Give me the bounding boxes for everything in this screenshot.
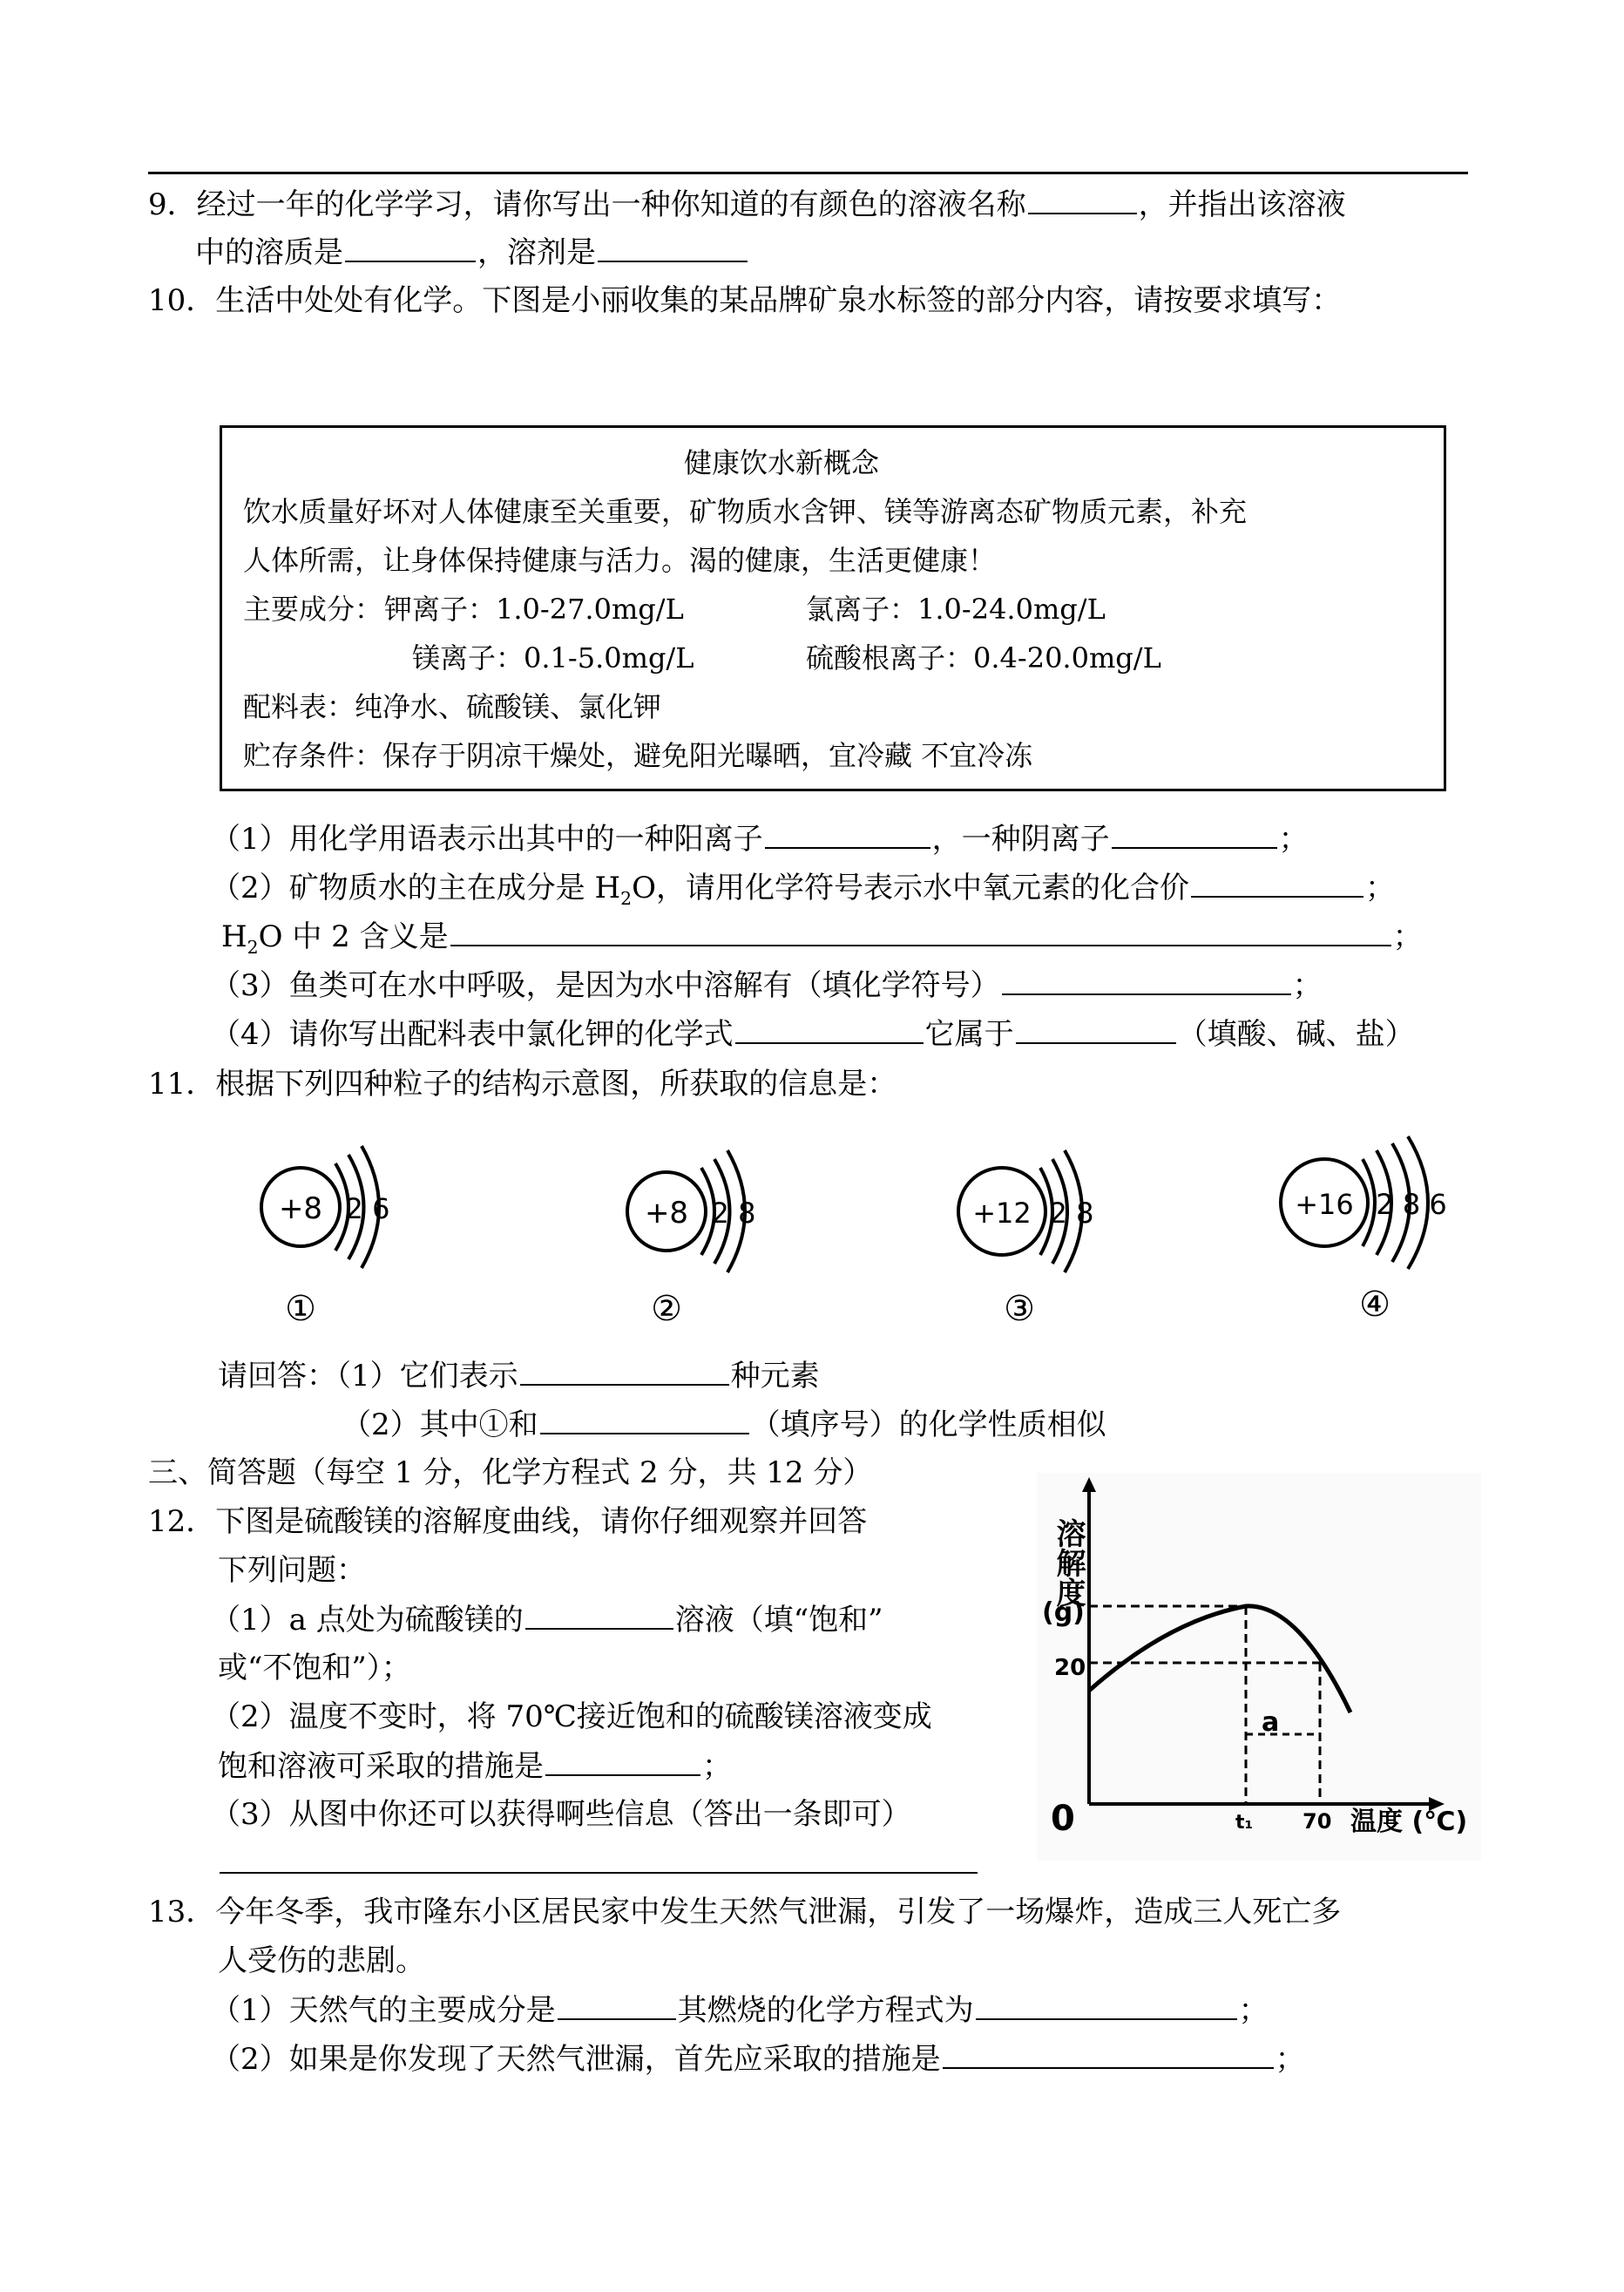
label-title: 健康饮水新概念	[684, 446, 880, 479]
atom-diagram-3	[950, 1133, 1124, 1333]
q10-intro: 10．生活中处处有化学。下图是小丽收集的某品牌矿泉水标签的部分内容，请按要求填写：	[148, 283, 1342, 318]
q11-intro: 11．根据下列四种粒子的结构示意图，所获取的信息是：	[148, 1067, 897, 1102]
x-tick-70: 70	[1303, 1809, 1332, 1834]
q10-blank-anion[interactable]	[1112, 819, 1277, 849]
q12-line1: 12．下图是硫酸镁的溶解度曲线，请你仔细观察并回答	[148, 1504, 868, 1539]
q10-blank-category[interactable]	[1016, 1014, 1176, 1044]
q13-line1: 13．今年冬季，我市隆东小区居民家中发生天然气泄漏，引发了一场爆炸，造成三人死亡多	[148, 1895, 1342, 1929]
q10-blank-meaning[interactable]	[450, 917, 1391, 946]
q13-blank-equation[interactable]	[976, 1990, 1237, 2020]
q13-blank-component[interactable]	[558, 1990, 676, 2020]
atom-label: ④	[1359, 1285, 1391, 1325]
q13-blank-action[interactable]	[943, 2039, 1274, 2069]
atom-diagram-2	[619, 1133, 793, 1333]
solubility-curve	[1089, 1606, 1350, 1712]
atom-label: ③	[1004, 1289, 1035, 1329]
q9-blank-solute[interactable]	[345, 233, 476, 262]
label-p1: 饮水质量好坏对人体健康至关重要，矿物质水含钾、镁等游离态矿物质元素，补充	[243, 495, 1248, 528]
x-axis-label: 温度 (℃)	[1350, 1807, 1468, 1837]
y-axis-unit: (g)	[1042, 1597, 1085, 1628]
q12-line3: （1）a 点处为硫酸镁的 溶液（填“饱和”	[211, 1600, 883, 1639]
label-potassium: 钾离子：1.0-27.0mg/L	[384, 593, 684, 626]
shell-electrons: 2 6	[345, 1192, 390, 1225]
nucleus-charge: +8	[278, 1191, 323, 1226]
label-chloride: 氯离子：1.0-24.0mg/L	[806, 593, 1106, 626]
nucleus-charge: +8	[644, 1196, 689, 1231]
atom-label: ①	[285, 1289, 316, 1329]
label-comp-label: 主要成分：	[243, 593, 383, 626]
q10-blank-kcl[interactable]	[735, 1014, 924, 1044]
q10-sub1: （1）用化学用语表示出其中的一种阳离子 ，一种阴离子 ；	[211, 819, 1309, 858]
nucleus-charge: +16	[1295, 1188, 1354, 1221]
q11-blank-similar[interactable]	[540, 1405, 749, 1434]
shell-electrons: 2 8 6	[1376, 1188, 1447, 1221]
section3-heading: 三、简答题（每空 1 分，化学方程式 2 分，共 12 分）	[148, 1455, 873, 1490]
nucleus-charge: +12	[972, 1197, 1032, 1230]
q12-blank-saturation[interactable]	[525, 1600, 673, 1630]
q9-blank-solution[interactable]	[1028, 185, 1137, 214]
q10-sub2: （2）矿物质水的主在成分是 $H_2O$，请用化学符号表示水中氧元素的化合价 ；	[211, 868, 1395, 918]
point-a-label: a	[1262, 1707, 1280, 1738]
y-axis-label: 溶解度	[1051, 1518, 1086, 1607]
shell-electrons: 2 8	[1049, 1197, 1094, 1230]
q12-line4: 或“不饱和”）；	[218, 1651, 411, 1685]
q12-blank-info[interactable]	[220, 1844, 978, 1874]
q10-sub3: （3）鱼类可在水中呼吸，是因为水中溶解有（填化学符号） ；	[211, 966, 1323, 1005]
q12-line5: （2）温度不变时，将 70℃接近饱和的硫酸镁溶液变成	[211, 1699, 932, 1734]
q9-blank-solvent[interactable]	[598, 233, 748, 262]
q10-sub4: （4）请你写出配料表中氯化钾的化学式 它属于 （填酸、碱、盐）	[211, 1014, 1415, 1054]
q12-line6: 饱和溶液可采取的措施是 ；	[218, 1746, 732, 1786]
atom-label: ②	[651, 1289, 682, 1329]
label-sulfate: 硫酸根离子：0.4-20.0mg/L	[806, 641, 1161, 675]
q11-answer2: （2）其中①和 （填序号）的化学性质相似	[342, 1405, 1106, 1444]
q13-line2: 人受伤的悲剧。	[218, 1943, 425, 1978]
atom-diagram-4	[1272, 1133, 1481, 1333]
solubility-curve-chart	[1037, 1473, 1481, 1861]
shell-electrons: 2 8	[711, 1197, 756, 1230]
q10-blank-valence[interactable]	[1191, 868, 1363, 898]
top-rule	[148, 172, 1468, 174]
atom-diagram-1	[253, 1133, 427, 1333]
mineral-water-label	[220, 425, 1446, 791]
q13-line3: （1）天然气的主要成分是 其燃烧的化学方程式为 ；	[211, 1990, 1269, 2030]
q11-answer1: 请回答：（1）它们表示 种元素	[218, 1356, 820, 1395]
label-p2: 人体所需，让身体保持健康与活力。渴的健康，生活更健康！	[243, 544, 997, 577]
label-magnesium: 镁离子：0.1-5.0mg/L	[412, 641, 694, 675]
q12-line7: （3）从图中你还可以获得啊些信息（答出一条即可）	[211, 1797, 911, 1832]
y-axis-arrow	[1082, 1477, 1096, 1492]
q12-line2: 下列问题：	[218, 1553, 366, 1588]
q10-blank-oxygen[interactable]	[1002, 966, 1291, 995]
q12-line8	[218, 1844, 979, 1883]
q10-sub2b: $H_2O$ 中 2 含义是 ；	[221, 917, 1423, 966]
x-tick-t1: t₁	[1235, 1812, 1254, 1834]
q11-blank-element-count[interactable]	[520, 1356, 729, 1386]
q9-line2: 中的溶质是 ，溶剂是	[195, 233, 749, 272]
label-storage: 贮存条件：保存于阴凉干燥处，避免阳光曝晒，宜冷藏 不宜冷冻	[243, 739, 1033, 772]
q10-blank-cation[interactable]	[765, 819, 930, 849]
q13-line4: （2）如果是你发现了天然气泄漏，首先应采取的措施是 ；	[211, 2039, 1305, 2078]
q12-blank-measure[interactable]	[545, 1746, 700, 1776]
y-tick-20: 20	[1054, 1655, 1086, 1681]
q9-line1: 9．经过一年的化学学习，请你写出一种你知道的有颜色的溶液名称 ，并指出该溶液	[148, 185, 1346, 224]
origin-label: 0	[1051, 1799, 1075, 1839]
label-ingredients: 配料表：纯净水、硫酸镁、氯化钾	[243, 690, 662, 723]
